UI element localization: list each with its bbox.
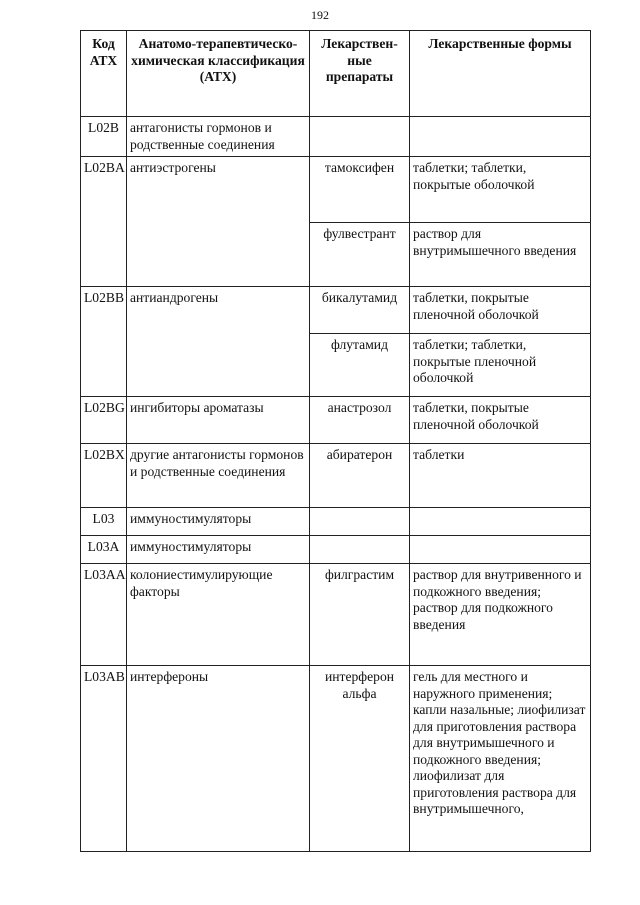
table-row bbox=[81, 397, 591, 444]
table-row bbox=[81, 666, 591, 852]
table-row bbox=[81, 117, 591, 157]
atc-class-name: антагонисты гормонов и родственные соединения bbox=[127, 117, 310, 157]
atc-class-name: антиэстрогены bbox=[127, 157, 310, 287]
form-cell bbox=[410, 117, 591, 157]
drug-name: филграстим bbox=[310, 564, 410, 666]
atc-code: L03A bbox=[81, 536, 127, 564]
atc-class-name: колониестимулирующие факторы bbox=[127, 564, 310, 666]
atc-code: L03AB bbox=[81, 666, 127, 852]
dosage-form: гель для местного и наружного применения; капли назальные; лиофилизат для приготовления раствора для внутримышечного и подкожного введения; лиофилизат для приготовления раствора для внутримышечного, bbox=[410, 666, 591, 852]
header-classification: Анатомо-терапевтическо-химическая классификация (АТХ) bbox=[127, 31, 310, 117]
atc-code: L02B bbox=[81, 117, 127, 157]
dosage-form: раствор для внутримышечного введения bbox=[410, 223, 591, 287]
table-row bbox=[81, 157, 591, 223]
dosage-form: таблетки; таблетки, покрытые пленочной оболочкой bbox=[410, 334, 591, 397]
drug-cell bbox=[310, 536, 410, 564]
atc-class-name: интерфероны bbox=[127, 666, 310, 852]
atc-class-name: иммуностимуляторы bbox=[127, 536, 310, 564]
atc-class-name: иммуностимуляторы bbox=[127, 508, 310, 536]
table-row bbox=[81, 287, 591, 334]
atc-drug-table bbox=[80, 30, 591, 852]
form-cell bbox=[410, 536, 591, 564]
header-forms: Лекарственные формы bbox=[410, 31, 591, 117]
atc-code: L02BA bbox=[81, 157, 127, 287]
drug-name: фулвестрант bbox=[310, 223, 410, 287]
dosage-form: таблетки, покрытые пленочной оболочкой bbox=[410, 287, 591, 334]
header-code: Код АТХ bbox=[81, 31, 127, 117]
atc-class-name: ингибиторы ароматазы bbox=[127, 397, 310, 444]
drug-name: флутамид bbox=[310, 334, 410, 397]
atc-code: L02BG bbox=[81, 397, 127, 444]
atc-code: L02BB bbox=[81, 287, 127, 397]
atc-class-name: другие антагонисты гормонов и родственные соединения bbox=[127, 444, 310, 508]
table-row bbox=[81, 444, 591, 508]
drug-name: интерферон альфа bbox=[310, 666, 410, 852]
dosage-form: таблетки bbox=[410, 444, 591, 508]
dosage-form: таблетки, покрытые пленочной оболочкой bbox=[410, 397, 591, 444]
atc-class-name: антиандрогены bbox=[127, 287, 310, 397]
table-row bbox=[81, 508, 591, 536]
dosage-form: раствор для внутривенного и подкожного введения; раствор для подкожного введения bbox=[410, 564, 591, 666]
drug-name: абиратерон bbox=[310, 444, 410, 508]
drug-cell bbox=[310, 508, 410, 536]
page-number: 192 bbox=[311, 8, 329, 22]
drug-name: анастрозол bbox=[310, 397, 410, 444]
drug-name: тамоксифен bbox=[310, 157, 410, 223]
atc-code: L03AA bbox=[81, 564, 127, 666]
atc-code: L03 bbox=[81, 508, 127, 536]
atc-code: L02BX bbox=[81, 444, 127, 508]
header-drugs: Лекарствен-ные препараты bbox=[310, 31, 410, 117]
dosage-form: таблетки; таблетки, покрытые оболочкой bbox=[410, 157, 591, 223]
table-header-row bbox=[81, 31, 591, 117]
form-cell bbox=[410, 508, 591, 536]
table-row bbox=[81, 536, 591, 564]
drug-cell bbox=[310, 117, 410, 157]
drug-name: бикалутамид bbox=[310, 287, 410, 334]
table-row bbox=[81, 564, 591, 666]
